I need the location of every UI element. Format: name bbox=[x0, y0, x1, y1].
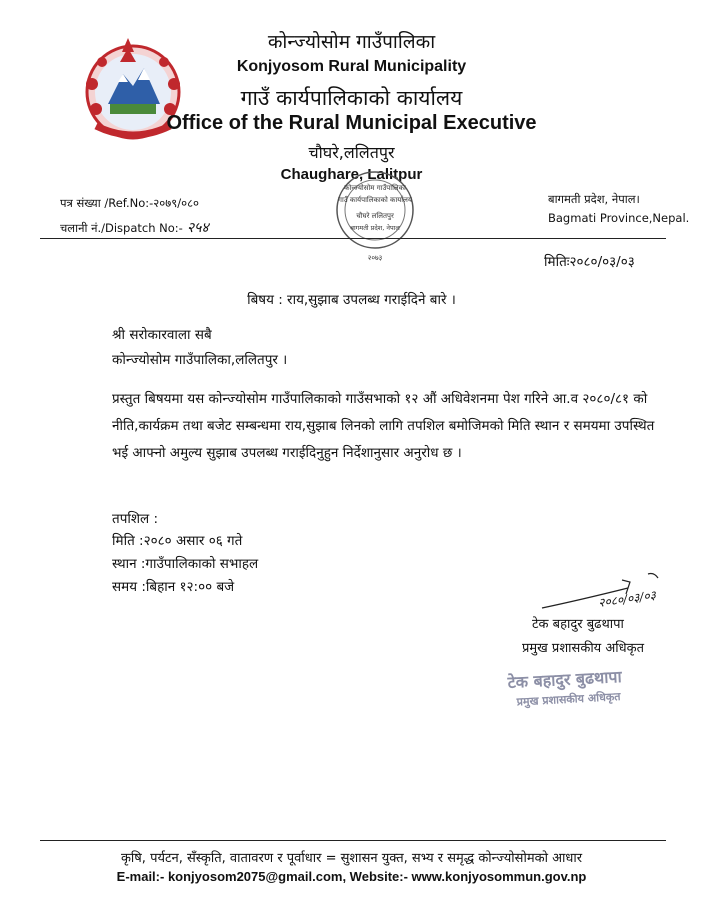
ref-value: २०७९/०८० bbox=[153, 196, 200, 210]
name-stamp bbox=[507, 665, 623, 710]
details-place: स्थान :गाउँपालिकाको सभाहल bbox=[112, 556, 259, 572]
province-en: Bagmati Province,Nepal. bbox=[548, 211, 690, 225]
office-name-np: गाउँ कार्यपालिकाको कार्यालय bbox=[240, 86, 463, 110]
ref-number bbox=[60, 196, 199, 211]
ref-label: पत्र संख्या /Ref.No:- bbox=[60, 196, 154, 210]
dispatch-number bbox=[60, 218, 209, 237]
dispatch-label: चलानी नं./Dispatch No:- bbox=[60, 221, 183, 235]
dispatch-value: २५४ bbox=[186, 220, 209, 236]
place-name-en: Chaughare, Lalitpur bbox=[280, 166, 423, 183]
footer-divider bbox=[40, 840, 666, 841]
seal-line4: बागमती प्रदेश, नेपाल bbox=[350, 224, 400, 232]
municipality-name-en: Konjyosom Rural Municipality bbox=[236, 58, 467, 75]
signatory-name: टेक बहादुर बुढथापा bbox=[532, 617, 624, 632]
signatory-title: प्रमुख प्रशासकीय अधिकृत bbox=[522, 641, 645, 656]
subject-line: बिषय : राय,सुझाब उपलब्ध गराईदिने बारे । bbox=[247, 292, 456, 308]
stamp-name: टेक बहादुर बुढथापा bbox=[507, 667, 623, 692]
seal-line3: चौघरे ललितपुर bbox=[356, 212, 394, 220]
details-date: मिति :२०८० असार ०६ गते bbox=[112, 533, 243, 549]
seal-year: २०७३ bbox=[367, 254, 383, 262]
header-divider bbox=[40, 238, 666, 239]
stamp-title: प्रमुख प्रशासकीय अधिकृत bbox=[516, 690, 621, 709]
footer-contact: E-mail:- konjyosom2075@gmail.com, Website:- www.konjyosommun.gov.np bbox=[116, 869, 587, 884]
details-heading: तपशिल : bbox=[112, 511, 159, 527]
footer-motto: कृषि, पर्यटन, सँस्कृति, वातावरण र पूर्वाधार = सुशासन युक्त, सभ्य र समृद्ध कोन्ज्योसोमको आधार bbox=[120, 851, 583, 866]
details-time: समय :बिहान १२:०० बजे bbox=[112, 579, 235, 595]
recipient-line1: श्री सरोकारवाला सबै bbox=[112, 327, 212, 343]
office-name-en: Office of the Rural Municipal Executive bbox=[166, 112, 537, 134]
province-np: बागमती प्रदेश, नेपाल। bbox=[548, 192, 640, 206]
seal-line1: कोन्ज्योसोम गाउँपालिका bbox=[344, 184, 406, 192]
office-seal-icon bbox=[310, 168, 440, 268]
recipient-line2: कोन्ज्योसोम गाउँपालिका,ललितपुर । bbox=[112, 352, 288, 368]
body-paragraph: प्रस्तुत बिषयमा यस कोन्ज्योसोम गाउँपालिकाको गाउँसभाको १२ औं अधिवेशनमा पेश गरिने आ.व २०८०/८१ को नीति,कार्यक्रम तथा बजेट सम्बन्धमा राय,सुझाब लिनको लागि तपशिल बमोजिमको मिति स्थान र समयमा उपस्थित भई आफ्नो अमुल्य सुझाब उपलब्ध गराईदिनुहुन निर्देशानुसार अनुरोध छ । bbox=[112, 391, 655, 461]
seal-line2: गाउँ कार्यपालिकाको कार्यालय bbox=[338, 196, 412, 204]
municipality-name-np: कोन्ज्योसोम गाउँपालिका bbox=[267, 31, 436, 53]
signature-date: २०८०/०३/०३ bbox=[597, 588, 657, 610]
letter-date: मितिः२०८०/०३/०३ bbox=[544, 254, 635, 270]
place-name-np: चौघरे,ललितपुर bbox=[308, 143, 395, 162]
